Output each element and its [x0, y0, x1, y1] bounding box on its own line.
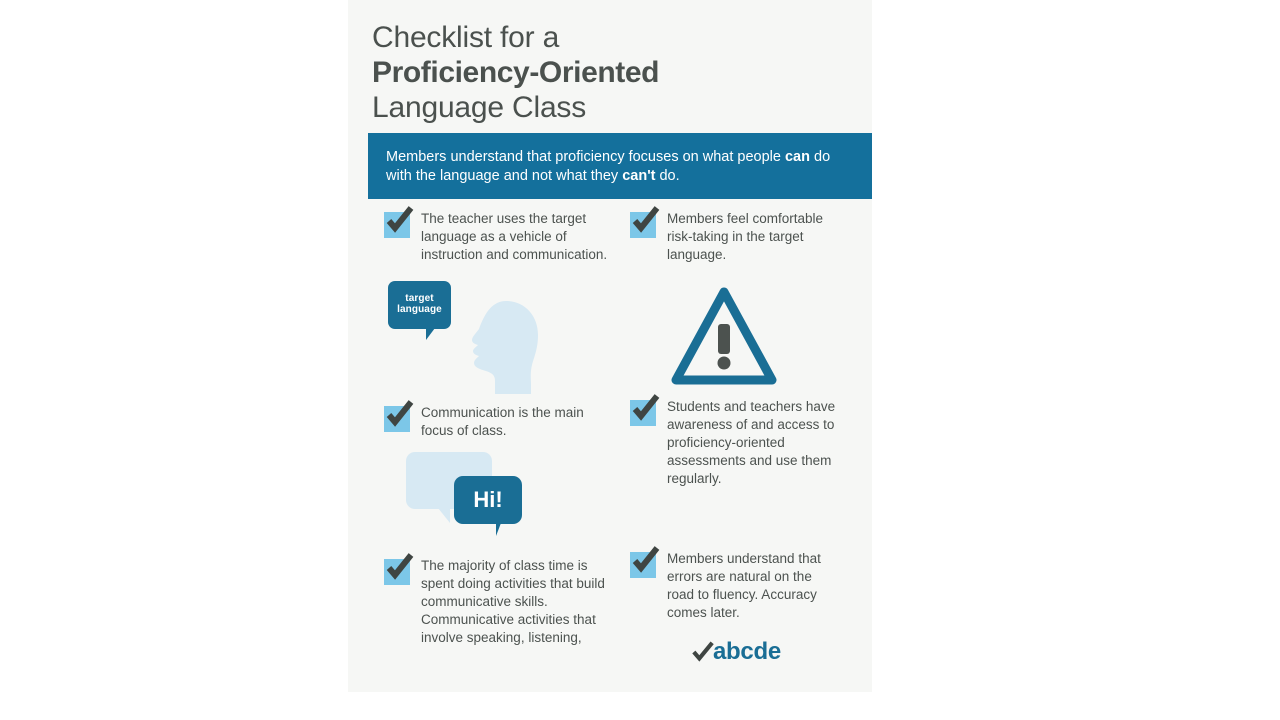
checklist-item-label: Students and teachers have awareness of and access to proficiency-oriented assessments and use them regularly.: [667, 399, 836, 486]
check-icon: [632, 547, 660, 575]
check-icon: [632, 395, 660, 423]
abcde-label: abcde: [713, 638, 781, 665]
checklist-column-right: [620, 210, 872, 664]
check-icon: [386, 554, 414, 582]
check-icon: [386, 207, 414, 235]
checklist-column-left: [348, 210, 620, 664]
illustration-speech-bubbles: [384, 452, 620, 557]
checklist-item-label: The teacher uses the target language as a vehicle of instruction and communication.: [421, 211, 608, 262]
checklist-item-label: The majority of class time is spent doing activities that build communicative skills. Communicative activities that involve speaking, listening,: [421, 558, 605, 645]
check-icon: [386, 401, 414, 429]
illustration-warning: [630, 286, 872, 398]
checklist-columns: [348, 210, 872, 664]
bubble-line-2: language: [397, 304, 442, 315]
banner-text-part2: do with the language and not what they: [386, 149, 831, 184]
banner-text-part1: Members understand that proficiency focuses on what people: [386, 149, 785, 165]
checkbox-checked[interactable]: [384, 406, 410, 432]
checkbox-checked[interactable]: [630, 552, 656, 578]
checklist-item[interactable]: [384, 557, 620, 647]
warning-triangle-icon: [670, 286, 778, 386]
banner-text-part3: do.: [655, 168, 680, 184]
checklist-item-label: Members understand that errors are natural on the road to fluency. Accuracy comes later.: [667, 551, 821, 620]
check-icon: [632, 207, 660, 235]
check-icon: [692, 641, 714, 663]
title-line-3: Language Class: [372, 91, 587, 124]
checklist-item[interactable]: [630, 398, 872, 488]
illustration-abcde: [630, 640, 872, 664]
banner-text: [386, 148, 854, 186]
bubble-line-1: target: [405, 293, 434, 304]
illustration-target-language: [384, 274, 620, 404]
checklist-item[interactable]: [630, 550, 872, 622]
checkbox-checked[interactable]: [630, 400, 656, 426]
checkbox-checked[interactable]: [630, 212, 656, 238]
highlight-banner: [368, 133, 872, 199]
infographic-poster: [348, 0, 872, 692]
checklist-item-label: Communication is the main focus of class.: [421, 405, 584, 438]
speech-bubble-target-language: [388, 281, 451, 329]
checklist-item[interactable]: [384, 404, 620, 440]
checkbox-checked[interactable]: [384, 212, 410, 238]
head-profile-icon: [462, 299, 542, 395]
speech-bubble-hi: Hi!: [454, 476, 522, 524]
page-title: [348, 0, 872, 125]
checkbox-checked[interactable]: [384, 559, 410, 585]
banner-text-bold-cant: can't: [622, 168, 656, 184]
title-line-1: Checklist for a: [372, 21, 560, 54]
checklist-item[interactable]: [630, 210, 872, 264]
checklist-item-label: Members feel comfortable risk-taking in the target language.: [667, 211, 824, 262]
title-line-2: Proficiency-Oriented: [372, 56, 660, 89]
checklist-item[interactable]: [384, 210, 620, 264]
banner-text-bold-can: can: [784, 149, 810, 165]
